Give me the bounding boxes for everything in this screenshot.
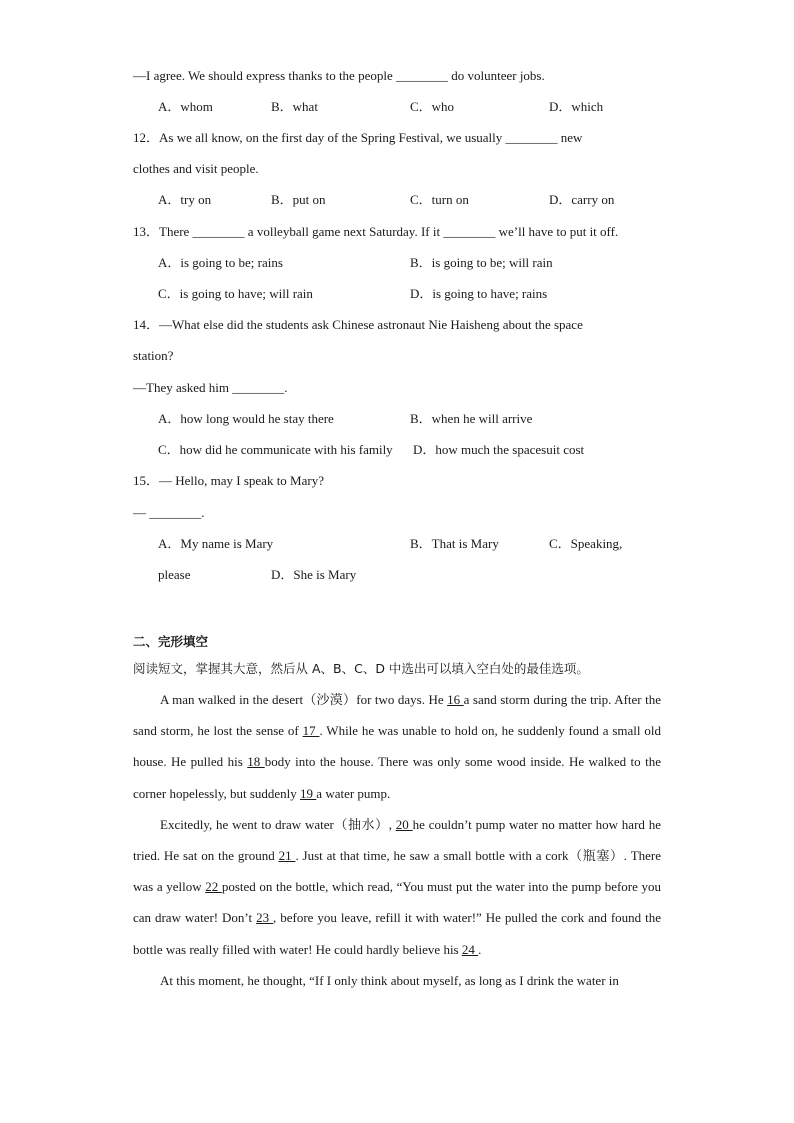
passage-text: A man walked in the desert（沙漠）for two days. He bbox=[160, 692, 448, 707]
passage-text: . Just at that time, he saw a small bottle with a cork（瓶塞）. There was a yellow bbox=[133, 848, 662, 895]
passage-text: a sand storm during the trip. After the sand storm, he lost the sense of bbox=[133, 692, 662, 739]
q12-option-b: B．put on bbox=[271, 192, 326, 207]
blank-21: 21 bbox=[278, 848, 296, 864]
passage-paragraph-2 bbox=[133, 809, 661, 965]
q15-option-a: A．My name is Mary bbox=[158, 536, 274, 551]
blank-18: 18 bbox=[247, 754, 265, 770]
q13-option-a: A．is going to be; rains bbox=[158, 255, 283, 270]
q15-stem-line2: — ________. bbox=[133, 505, 205, 520]
q14-stem-line3: —They asked him ________. bbox=[133, 380, 288, 395]
blank-24: 24 bbox=[461, 941, 479, 957]
q14-option-b: B．when he will arrive bbox=[410, 411, 533, 426]
passage-text: posted on the bottle, which read, “You must put the water into the pump before you can draw water! Don’t bbox=[133, 879, 662, 926]
q15-stem-line1: 15．— Hello, may I speak to Mary? bbox=[133, 473, 324, 488]
passage-text: a water pump. bbox=[316, 785, 391, 801]
q14-stem-line1: 14．—What else did the students ask Chinese astronaut Nie Haisheng about the space bbox=[133, 317, 583, 332]
q12-stem-line2: clothes and visit people. bbox=[133, 161, 259, 176]
passage-text: , before you leave, refill it with water!” He pulled the cork and found the bottle was really filled with water! He could hardly believe his bbox=[133, 910, 662, 957]
q14-option-a: A．how long would he stay there bbox=[158, 411, 334, 426]
q13-option-d: D．is going to have; rains bbox=[410, 286, 548, 301]
q15-option-c: C．Speaking, bbox=[549, 536, 623, 551]
q11-option-a: A．whom bbox=[158, 99, 213, 114]
q15-option-d: D．She is Mary bbox=[271, 567, 357, 582]
blank-23: 23 bbox=[256, 910, 274, 926]
q14-option-c: C．how did he communicate with his family bbox=[158, 442, 393, 457]
q12-option-c: C．turn on bbox=[410, 192, 469, 207]
passage-text: . bbox=[478, 941, 482, 957]
section-heading: 二、完形填空 bbox=[133, 634, 209, 649]
q11-option-b: B．what bbox=[271, 99, 318, 114]
q11-option-c: C．who bbox=[410, 99, 455, 114]
section-instruction: 阅读短文，掌握其大意，然后从 A、B、C、D 中选出可以填入空白处的最佳选项。 bbox=[133, 661, 589, 676]
blank-19: 19 bbox=[300, 785, 317, 801]
q11-option-d: D．which bbox=[549, 99, 604, 114]
blank-20: 20 bbox=[395, 816, 413, 832]
blank-17: 17 bbox=[302, 723, 320, 739]
q13-option-c: C．is going to have; will rain bbox=[158, 286, 313, 301]
passage-paragraph-3: At this moment, he thought, “If I only think about myself, as long as I drink the water in bbox=[160, 972, 619, 988]
blank-16: 16 bbox=[447, 692, 464, 707]
q11-stem: —I agree. We should express thanks to the people ________ do volunteer jobs. bbox=[133, 68, 545, 83]
q12-stem-line1: 12．As we all know, on the first day of the Spring Festival, we usually ________ new bbox=[133, 130, 583, 145]
q14-option-d: D．how much the spacesuit cost bbox=[413, 442, 585, 457]
cloze-passage bbox=[133, 684, 661, 996]
passage-text: he couldn’t pump water no matter how hard he tried. He sat on the ground bbox=[133, 816, 661, 864]
passage-text: body into the house. There was only some wood inside. He walked to the corner hopelessly, but suddenly bbox=[133, 754, 662, 801]
q15-option-b: B．That is Mary bbox=[410, 536, 499, 551]
q12-option-d: D．carry on bbox=[549, 192, 615, 207]
q13-stem: 13．There ________ a volleyball game next Saturday. If it ________ we’ll have to put it off. bbox=[133, 224, 619, 239]
q12-option-a: A．try on bbox=[158, 192, 212, 207]
blank-22: 22 bbox=[205, 879, 222, 895]
passage-text: Excitedly, he went to draw water（抽水）, bbox=[160, 816, 396, 832]
passage-paragraph-1 bbox=[133, 684, 661, 809]
q15-option-c-continued: please bbox=[158, 567, 191, 582]
q14-stem-line2: station? bbox=[133, 348, 174, 363]
passage-text: . While he was unable to hold on, he suddenly found a small old house. He pulled his bbox=[133, 723, 661, 770]
q13-option-b: B．is going to be; will rain bbox=[410, 255, 553, 270]
